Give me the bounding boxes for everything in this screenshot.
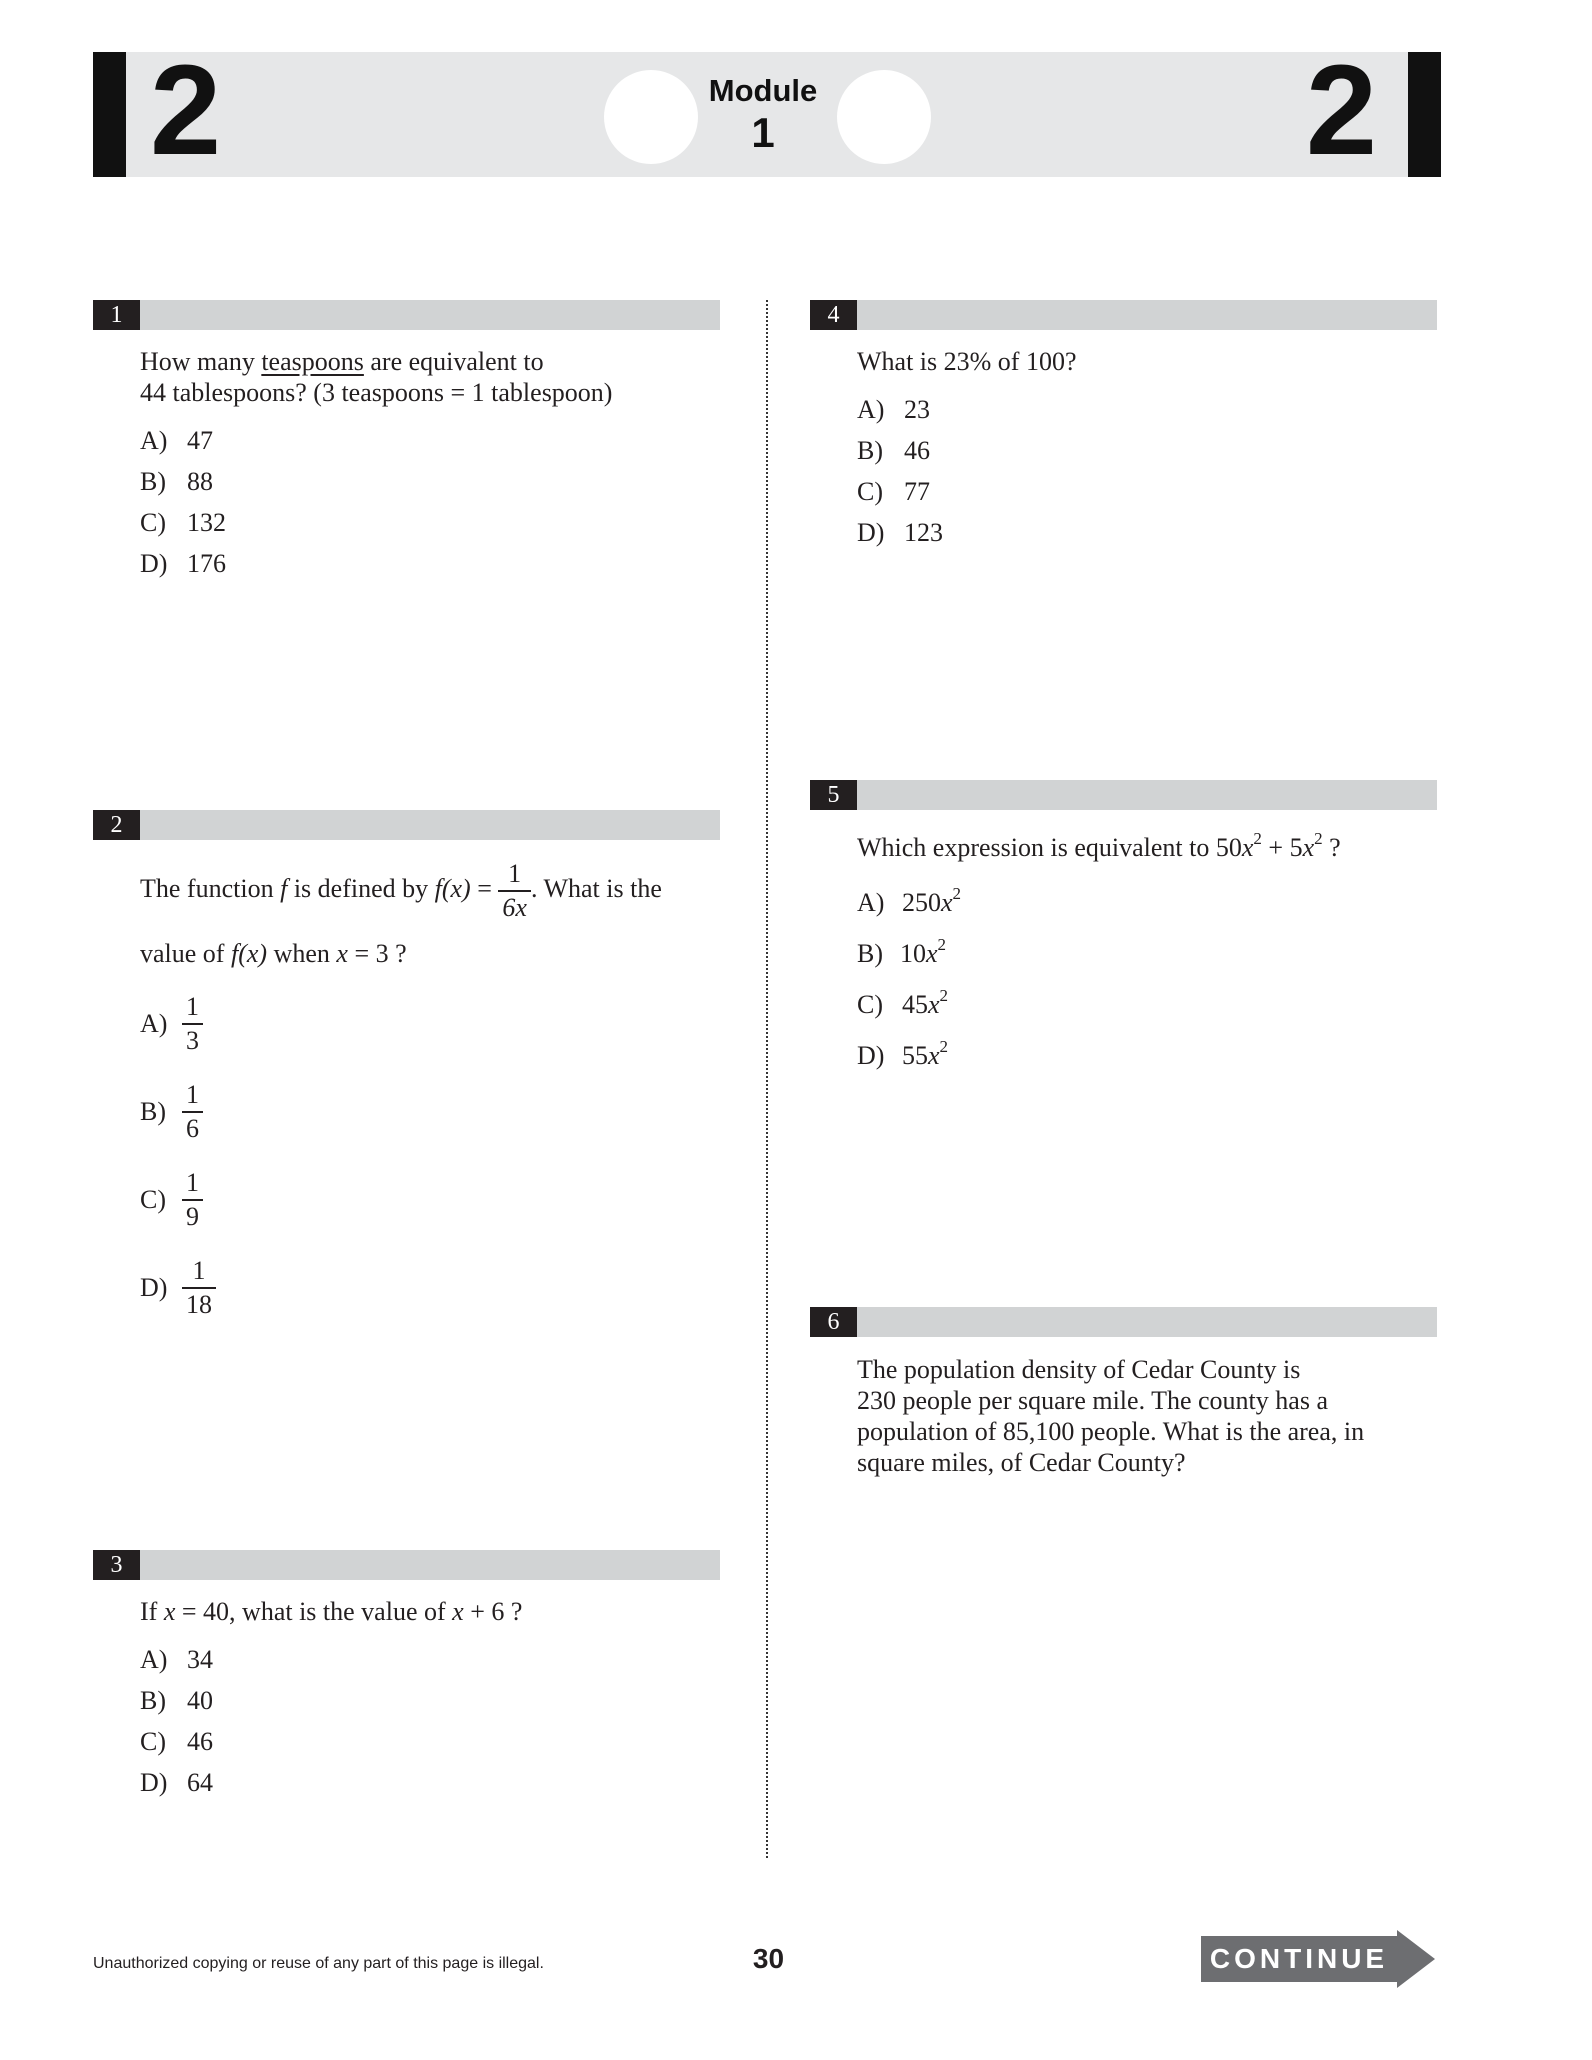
math-var: x — [163, 1597, 176, 1626]
choice-letter: C) — [857, 477, 883, 506]
choice-letter: D) — [857, 1041, 885, 1070]
fraction — [498, 858, 531, 924]
coefficient: 55 — [902, 1041, 928, 1070]
choice-value: 77 — [904, 477, 930, 506]
answer-choice-c[interactable] — [140, 1155, 720, 1243]
fraction-denominator: 18 — [182, 1287, 216, 1321]
answer-choices — [857, 877, 1437, 1081]
fraction-denominator: 6x — [498, 890, 531, 924]
choice-value: 46 — [187, 1727, 213, 1756]
fraction-denominator: 3 — [182, 1023, 203, 1057]
coefficient: 10 — [900, 939, 926, 968]
choice-value: 40 — [187, 1686, 213, 1715]
answer-choice-b[interactable] — [140, 461, 720, 502]
choice-letter: D) — [857, 518, 885, 547]
question-text-part: If — [140, 1597, 164, 1626]
choice-letter: B) — [140, 1097, 166, 1127]
answer-choice-b[interactable] — [140, 1680, 720, 1721]
fraction-denominator: 6 — [182, 1111, 203, 1145]
answer-choice-a[interactable] — [857, 877, 1437, 928]
math-var: x — [928, 1041, 940, 1070]
math-var: x — [1241, 833, 1254, 862]
math-var: x — [928, 990, 940, 1019]
module-header — [93, 39, 1441, 182]
choice-value: 23 — [904, 395, 930, 424]
fraction — [182, 1255, 216, 1321]
continue-label: CONTINUE — [1209, 1943, 1389, 1974]
question-number: 6 — [810, 1307, 857, 1337]
exponent: 2 — [1253, 829, 1262, 848]
coefficient: 45 — [902, 990, 928, 1019]
question-number: 4 — [810, 300, 857, 330]
answer-choice-b[interactable] — [140, 1067, 720, 1155]
question-bar — [810, 300, 1437, 330]
answer-choice-c[interactable] — [857, 979, 1437, 1030]
choice-letter: A) — [140, 1645, 168, 1674]
math-op: + — [1261, 833, 1290, 862]
choice-letter: A) — [857, 395, 885, 424]
math-var: x — [926, 939, 938, 968]
choice-value: 47 — [187, 426, 213, 455]
question-4 — [810, 300, 1437, 553]
exponent: 2 — [952, 884, 962, 903]
fraction-denominator: 9 — [182, 1199, 203, 1233]
choice-letter: B) — [140, 1686, 166, 1715]
answer-choice-d[interactable] — [857, 1030, 1437, 1081]
section-number-left: 2 — [150, 39, 222, 182]
question-bar — [810, 1307, 1437, 1337]
question-number: 1 — [93, 300, 140, 330]
answer-choices — [140, 420, 720, 584]
choice-letter: A) — [140, 1009, 168, 1039]
copyright-notice: Unauthorized copying or reuse of any part of this page is illegal. — [93, 1955, 544, 1972]
choice-value: 123 — [904, 518, 943, 547]
question-6 — [810, 1307, 1437, 1478]
header-right-bar — [1408, 52, 1441, 177]
answer-choice-d[interactable] — [140, 543, 720, 584]
fraction — [182, 1167, 203, 1233]
question-text — [140, 1596, 720, 1627]
choice-letter: B) — [857, 939, 883, 968]
fraction-numerator: 1 — [186, 1080, 199, 1110]
math-var: x — [452, 1597, 464, 1626]
answer-choice-a[interactable] — [140, 420, 720, 461]
question-text — [857, 829, 1437, 863]
question-text-part: = 40, what is the value of — [175, 1597, 453, 1626]
math-var: x — [1302, 833, 1315, 862]
question-text-part: = 3 ? — [347, 939, 407, 968]
choice-letter: D) — [140, 549, 168, 578]
question-text-part: ? — [1322, 833, 1341, 862]
question-3 — [93, 1550, 720, 1803]
answer-choice-d[interactable] — [140, 1762, 720, 1803]
choice-letter: C) — [140, 508, 166, 537]
math-op: = — [470, 873, 499, 903]
answer-choice-a[interactable] — [857, 389, 1437, 430]
math-var: x — [941, 888, 953, 917]
choice-letter: D) — [140, 1768, 168, 1797]
choice-letter: C) — [140, 1185, 166, 1215]
underlined-word: teaspoons — [261, 347, 364, 376]
answer-choice-c[interactable] — [140, 502, 720, 543]
module-number: 1 — [751, 109, 775, 156]
question-text-part: + 6 ? — [463, 1597, 523, 1626]
answer-choice-d[interactable] — [140, 1243, 720, 1331]
choice-letter: A) — [857, 888, 885, 917]
answer-choice-b[interactable] — [857, 430, 1437, 471]
question-text-part: . What is the — [530, 873, 662, 903]
exponent: 2 — [937, 935, 947, 954]
header-left-bar — [93, 52, 126, 177]
question-text-part: 44 tablespoons? (3 teaspoons = 1 tablespoon) — [140, 378, 613, 407]
answer-choice-a[interactable] — [140, 979, 720, 1067]
question-text-part: when — [267, 939, 337, 968]
module-label: Module — [708, 73, 818, 108]
answer-choice-d[interactable] — [857, 512, 1437, 553]
fraction-numerator: 1 — [186, 1168, 199, 1198]
answer-choices — [857, 389, 1437, 553]
choice-value: 64 — [187, 1768, 213, 1797]
question-text-part: are equivalent to — [363, 347, 544, 376]
choice-letter: B) — [857, 436, 883, 465]
continue-button[interactable] — [1201, 1930, 1435, 1988]
choice-letter: C) — [140, 1727, 166, 1756]
page-number: 30 — [752, 1943, 785, 1974]
exponent: 2 — [1314, 829, 1323, 848]
question-text — [857, 1354, 1437, 1478]
math-var: f — [280, 873, 288, 903]
choice-letter: D) — [140, 1273, 168, 1303]
question-text-part: Which expression is equivalent to — [857, 833, 1216, 862]
question-text-part: The function — [140, 873, 281, 903]
section-number-right: 2 — [1305, 39, 1377, 182]
question-text-line: The population density of Cedar County is — [857, 1355, 1301, 1384]
question-2 — [93, 810, 720, 1331]
question-text-part: How many — [140, 347, 262, 376]
choice-value: 132 — [187, 508, 226, 537]
question-5 — [810, 780, 1437, 1081]
coefficient: 5 — [1289, 833, 1303, 862]
coefficient: 50 — [1215, 833, 1242, 862]
question-text-line: square miles, of Cedar County? — [857, 1448, 1186, 1477]
question-number: 5 — [810, 780, 857, 810]
fraction — [182, 991, 203, 1057]
math-var: x — [336, 939, 348, 968]
fraction — [182, 1079, 203, 1145]
answer-choice-a[interactable] — [140, 1639, 720, 1680]
answer-choice-c[interactable] — [857, 471, 1437, 512]
fraction-numerator: 1 — [192, 1256, 206, 1286]
choice-value: 88 — [187, 467, 213, 496]
answer-choice-b[interactable] — [857, 928, 1437, 979]
question-1 — [93, 300, 720, 584]
column-divider — [766, 300, 768, 1858]
coefficient: 250 — [902, 888, 941, 917]
question-bar — [810, 780, 1437, 810]
question-text — [140, 346, 720, 408]
question-text-part: is defined by — [287, 873, 435, 903]
question-text-line: population of 85,100 people. What is the area, in — [857, 1417, 1365, 1446]
choice-letter: C) — [857, 990, 883, 1019]
choice-letter: B) — [140, 467, 166, 496]
math-expr: f(x) — [434, 873, 471, 903]
choice-letter: A) — [140, 426, 168, 455]
question-text-line2 — [140, 938, 720, 969]
question-number: 2 — [93, 810, 140, 840]
question-bar — [93, 1550, 720, 1580]
choice-value: 34 — [187, 1645, 213, 1674]
exponent: 2 — [939, 1037, 949, 1056]
question-text-part: value of — [140, 939, 231, 968]
question-text: What is 23% of 100? — [857, 347, 1077, 376]
answer-choice-c[interactable] — [140, 1721, 720, 1762]
answer-choices — [140, 979, 720, 1331]
question-text-line: 230 people per square mile. The county has a — [857, 1386, 1328, 1415]
fraction-numerator: 1 — [186, 992, 199, 1022]
question-bar — [93, 300, 720, 330]
answer-choices — [140, 1639, 720, 1803]
question-text — [140, 858, 720, 924]
question-bar — [93, 810, 720, 840]
choice-value: 46 — [904, 436, 930, 465]
fraction-numerator: 1 — [508, 859, 522, 888]
math-expr: f(x) — [230, 939, 268, 968]
exponent: 2 — [939, 986, 949, 1005]
choice-value: 176 — [187, 549, 226, 578]
question-number: 3 — [93, 1550, 140, 1580]
